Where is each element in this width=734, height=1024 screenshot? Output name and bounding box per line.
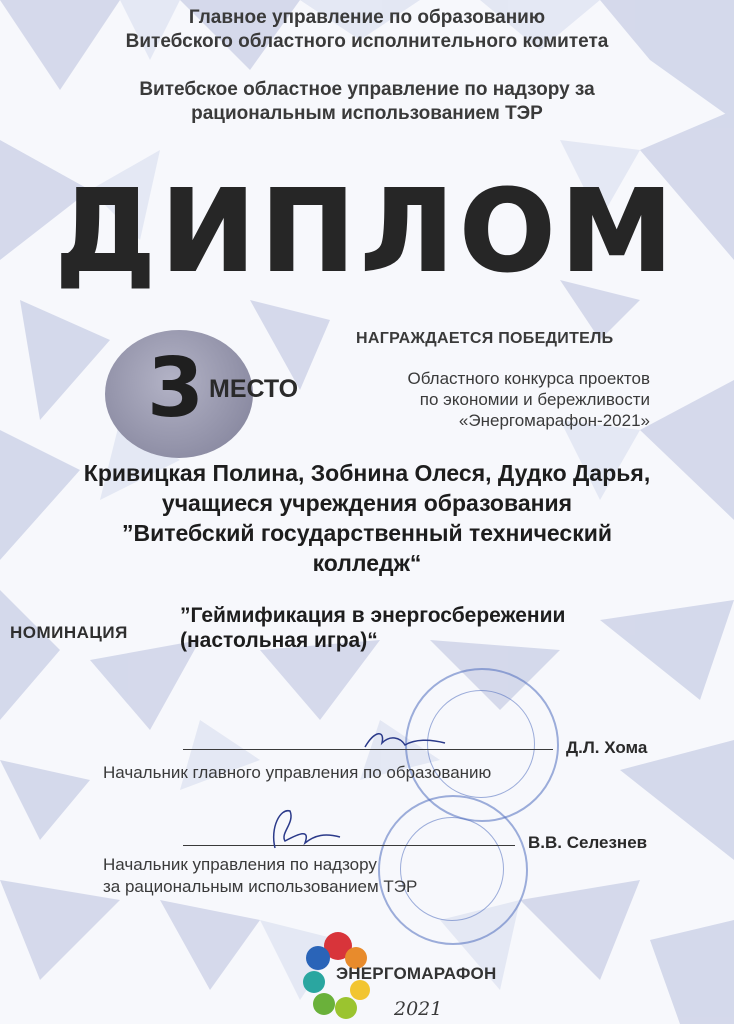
header-agency-line1: Витебское областное управление по надзору за xyxy=(139,79,595,100)
signature-line-2 xyxy=(183,845,515,846)
contest-line3: «Энергомарафон-2021» xyxy=(458,411,650,430)
contest-line1: Областного конкурса проектов xyxy=(407,369,650,388)
nomination-title-line2: (настольная игра)“ xyxy=(180,629,378,652)
winners-status: учащиеся учреждения образования xyxy=(161,490,573,516)
signatory-role-1: Начальник главного управления по образованию xyxy=(103,763,492,782)
signatory-role-2-line2: за рациональным использованием ТЭР xyxy=(103,877,418,896)
handwritten-signature-2 xyxy=(255,803,345,853)
place-number: 3 xyxy=(147,341,205,436)
header-org-line2: Витебского областного исполнительного комитета xyxy=(125,31,609,52)
signatory-name-1: Д.Л. Хома xyxy=(566,738,648,757)
contest-line2: по экономии и бережливости xyxy=(419,390,650,409)
winners-names: Кривицкая Полина, Зобнина Олеся, Дудко Дарья, xyxy=(83,460,651,486)
header-agency-line2: рациональным использованием ТЭР xyxy=(191,103,543,124)
logo-wordmark: ЭНЕРГОМАРАФОН xyxy=(336,964,497,983)
awarded-heading: НАГРАЖДАЕТСЯ ПОБЕДИТЕЛЬ xyxy=(356,330,614,347)
official-stamp-2 xyxy=(378,795,528,945)
header-org-line1: Главное управление по образованию xyxy=(188,7,546,28)
logo-year: 2021 xyxy=(394,998,443,1020)
winners-institution-line2: колледж“ xyxy=(312,550,422,576)
handwritten-signature-1 xyxy=(360,725,450,755)
place-word: МЕСТО xyxy=(209,375,299,403)
diploma-title: ДИПЛОМ xyxy=(55,167,679,297)
winners-institution-line1: ”Витебский государственный технический xyxy=(122,520,612,546)
signatory-role-2-line1: Начальник управления по надзору xyxy=(103,855,377,874)
nomination-label: НОМИНАЦИЯ xyxy=(10,623,128,642)
signatory-name-2: В.В. Селезнев xyxy=(528,833,648,852)
nomination-title-line1: ”Геймификация в энергосбережении xyxy=(180,604,566,627)
